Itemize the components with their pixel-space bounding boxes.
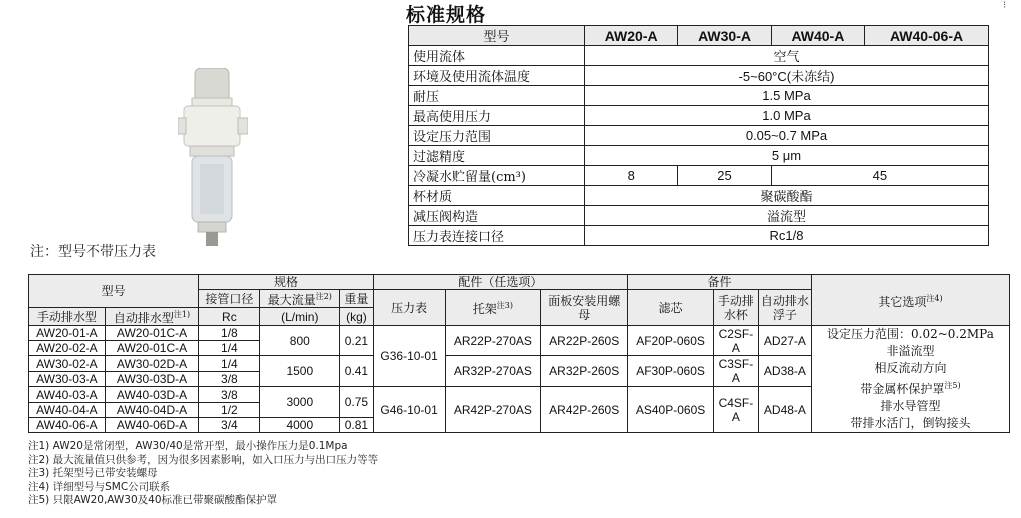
- spec-label: 减压阀构造: [409, 206, 585, 226]
- spec-row-drain: [409, 166, 989, 186]
- spec-value: Rc1/8: [585, 226, 989, 246]
- auto-model: AW30-02D-A: [105, 356, 199, 372]
- auto-model: AW40-03D-A: [105, 387, 199, 403]
- spec-label: 设定压力范围: [409, 126, 585, 146]
- weight: 0.81: [340, 418, 373, 433]
- bracket: AR42P-270AS: [445, 387, 541, 433]
- port: 1/8: [199, 326, 260, 341]
- spec-header-label: 型号: [409, 26, 585, 46]
- spec-value: 1.0 MPa: [585, 106, 989, 126]
- header-auto-sup: 注1): [173, 310, 191, 319]
- spec-label: 过滤精度: [409, 146, 585, 166]
- spec-row: [409, 186, 989, 206]
- spec-row: [409, 126, 989, 146]
- header-bracket-sup: 注3): [496, 301, 513, 310]
- header-flow: [260, 290, 340, 308]
- manual-model: AW40-04-A: [29, 403, 106, 418]
- model-aw40-06: AW40-06-A: [865, 26, 989, 46]
- auto-model: AW20-01C-A: [105, 341, 199, 356]
- footnotes: [28, 440, 378, 508]
- main-header-row-1: [29, 275, 1010, 290]
- header-gauge: 压力表: [373, 290, 445, 326]
- header-other-label: 其它选项: [878, 294, 927, 309]
- auto-model: AW40-04D-A: [105, 403, 199, 418]
- spec-value: 5 μm: [585, 146, 989, 166]
- flow: 800: [260, 326, 340, 356]
- bracket: AR22P-270AS: [445, 326, 541, 356]
- other-option: 带排水活门，倒钩接头: [850, 416, 971, 430]
- model-note: 注：型号不带压力表: [30, 244, 156, 260]
- header-spec: 规格: [199, 275, 373, 290]
- manual-model: AW30-02-A: [29, 356, 106, 372]
- auto-float: AD38-A: [758, 356, 811, 387]
- footnote: 注2) 最大流量值只供参考，因为很多因素影响，如入口压力与出口压力等等: [28, 453, 379, 466]
- spec-label: 耐压: [409, 86, 585, 106]
- header-port: 接管口径: [199, 290, 260, 308]
- spec-value: 溢流型: [585, 206, 989, 226]
- header-auto: [105, 308, 199, 326]
- panel-nut: AR22P-260S: [541, 326, 628, 356]
- spec-value: 1.5 MPa: [585, 86, 989, 106]
- panel-nut: AR32P-260S: [541, 356, 628, 387]
- element: AS40P-060S: [628, 387, 714, 433]
- other-option: 设定压力范围：0.02~0.2MPa: [827, 327, 994, 341]
- manual-model: AW40-03-A: [29, 387, 106, 403]
- model-aw30: AW30-A: [678, 26, 771, 46]
- header-model: 型号: [29, 275, 199, 308]
- flow: 3000: [260, 387, 340, 418]
- model-parts-table: [28, 274, 1010, 433]
- drain-aw30: 25: [678, 166, 771, 186]
- corner-mark: ⁝: [1003, 0, 1007, 11]
- footnote: 注5) 只限AW20,AW30及40标准已带聚碳酸酯保护罩: [28, 494, 278, 506]
- auto-float: AD27-A: [758, 326, 811, 356]
- port: 1/4: [199, 356, 260, 372]
- other-option-sup: 注5): [944, 381, 961, 390]
- gauge: G36-10-01: [373, 326, 445, 387]
- spec-row: [409, 46, 989, 66]
- flow: 4000: [260, 418, 340, 433]
- other-option-metal-bowl: [814, 377, 1007, 398]
- weight: 0.75: [340, 387, 373, 418]
- panel-nut: AR42P-260S: [541, 387, 628, 433]
- spec-label: 冷凝水贮留量(cm³): [409, 166, 585, 186]
- auto-model: AW40-06D-A: [105, 418, 199, 433]
- auto-float: AD48-A: [758, 387, 811, 433]
- flow: 1500: [260, 356, 340, 387]
- header-weight-unit: (kg): [340, 308, 373, 326]
- spec-value: -5~60°C(未冻结): [585, 66, 989, 86]
- port: 3/4: [199, 418, 260, 433]
- spec-value: 0.05~0.7 MPa: [585, 126, 989, 146]
- manual-bowl: C4SF-A: [713, 387, 758, 433]
- footnote: 注1) AW20是常闭型，AW30/40是常开型，最小操作压力是0.1Mpa: [28, 440, 348, 452]
- header-other: [811, 275, 1009, 326]
- auto-model: AW20-01C-A: [105, 326, 199, 341]
- header-panel: 面板安装用螺母: [541, 290, 628, 326]
- manual-bowl: C3SF-A: [713, 356, 758, 387]
- bracket: AR32P-270AS: [445, 356, 541, 387]
- model-aw20: AW20-A: [585, 26, 678, 46]
- spec-row: [409, 106, 989, 126]
- manual-model: AW20-01-A: [29, 326, 106, 341]
- page-title: 标准规格: [406, 4, 487, 26]
- spec-label: 使用流体: [409, 46, 585, 66]
- port: 3/8: [199, 372, 260, 387]
- spec-value: 聚碳酸酯: [585, 186, 989, 206]
- spec-label: 环境及使用流体温度: [409, 66, 585, 86]
- footnote: 注3) 托架型号已带安装螺母: [28, 467, 158, 479]
- header-flow-unit: (L/min): [260, 308, 340, 326]
- table-row: [29, 326, 1010, 341]
- other-option: 相反流动方向: [874, 361, 947, 375]
- spec-row: [409, 146, 989, 166]
- manual-model: AW30-03-A: [29, 372, 106, 387]
- manual-model: AW20-02-A: [29, 341, 106, 356]
- port: 3/8: [199, 387, 260, 403]
- other-options: [811, 326, 1009, 433]
- spec-row: [409, 206, 989, 226]
- header-manual-bowl: 手动排水杯: [713, 290, 758, 326]
- header-other-sup: 注4): [926, 293, 943, 303]
- spec-label: 最高使用压力: [409, 106, 585, 126]
- spec-label: 压力表连接口径: [409, 226, 585, 246]
- manual-model: AW40-06-A: [29, 418, 106, 433]
- port: 1/2: [199, 403, 260, 418]
- header-element: 滤芯: [628, 290, 714, 326]
- drain-aw20: 8: [585, 166, 678, 186]
- spec-header-row: [409, 26, 989, 46]
- filter-regulator-image: [178, 68, 248, 248]
- other-option: 排水导管型: [880, 399, 941, 413]
- other-option-label: 带金属杯保护罩: [860, 382, 945, 396]
- header-spare: 备件: [628, 275, 812, 290]
- spec-value: 空气: [585, 46, 989, 66]
- header-auto-float: 自动排水浮子: [758, 290, 811, 326]
- header-bracket-label: 托架: [472, 302, 497, 316]
- manual-bowl: C2SF-A: [713, 326, 758, 356]
- header-weight: 重量: [340, 290, 373, 308]
- other-option: 非溢流型: [886, 344, 935, 358]
- element: AF20P-060S: [628, 326, 714, 356]
- weight: 0.21: [340, 326, 373, 356]
- header-parts: 配件（任选项）: [373, 275, 628, 290]
- standard-spec-table: [408, 25, 989, 246]
- spec-row: [409, 86, 989, 106]
- auto-model: AW30-03D-A: [105, 372, 199, 387]
- header-auto-label: 自动排水型: [113, 311, 174, 325]
- port: 1/4: [199, 341, 260, 356]
- header-flow-sup: 注2): [315, 292, 332, 301]
- header-bracket: [445, 290, 541, 326]
- header-flow-label: 最大流量: [267, 293, 316, 307]
- spec-row: [409, 226, 989, 246]
- spec-label: 杯材质: [409, 186, 585, 206]
- weight: 0.41: [340, 356, 373, 387]
- footnote: 注4) 详细型号与SMC公司联系: [28, 480, 171, 493]
- header-port-unit: Rc: [199, 308, 260, 326]
- element: AF30P-060S: [628, 356, 714, 387]
- header-manual: 手动排水型: [29, 308, 106, 326]
- gauge: G46-10-01: [373, 387, 445, 433]
- model-aw40: AW40-A: [771, 26, 864, 46]
- drain-aw40: 45: [771, 166, 988, 186]
- spec-row: [409, 66, 989, 86]
